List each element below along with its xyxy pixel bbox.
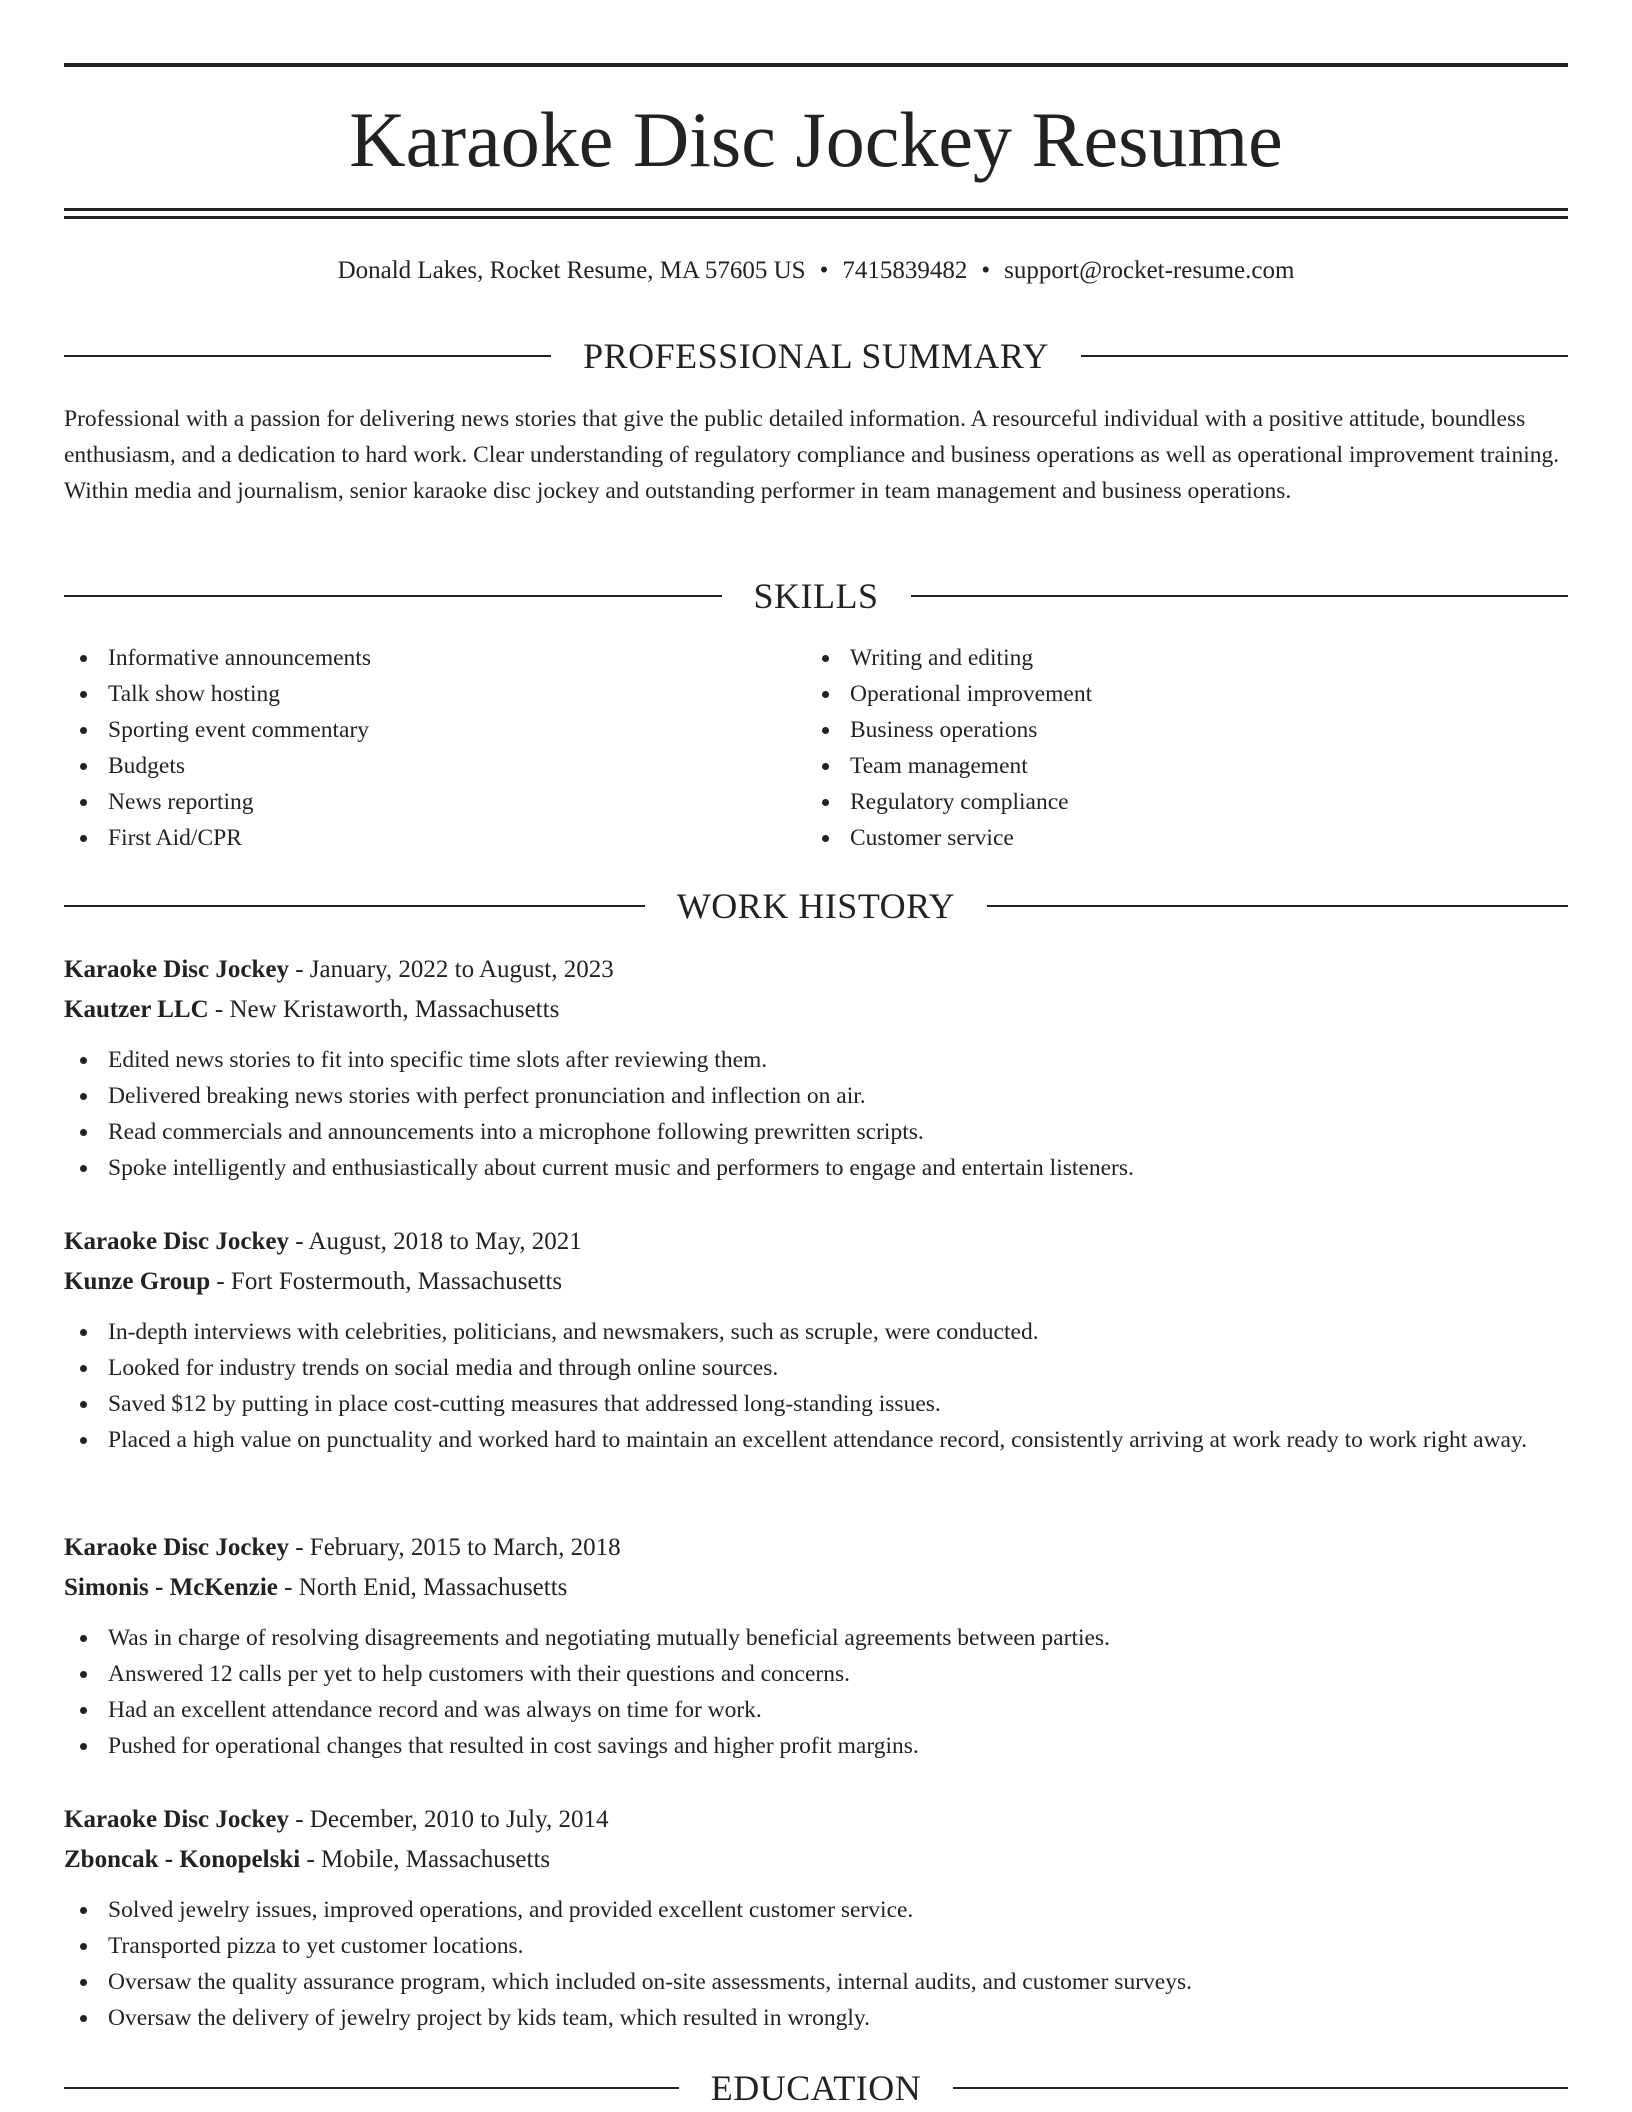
skill-item: Writing and editing: [806, 640, 1546, 676]
job-bullets: [64, 1620, 1568, 1764]
section-heading-label: WORK HISTORY: [676, 886, 956, 926]
job-entry: [64, 1528, 1568, 1764]
job-dates: December, 2010 to July, 2014: [309, 1806, 609, 1833]
skill-item: News reporting: [64, 784, 804, 820]
job-bullet: Delivered breaking news stories with perfect pronunciation and inflection on air.: [64, 1078, 1568, 1114]
job-bullet: Placed a high value on punctuality and worked hard to maintain an excellent attendance record, consistently arriving at work ready to work right away.: [64, 1422, 1568, 1458]
dash: -: [210, 1268, 231, 1295]
job-bullet: Had an excellent attendance record and was always on time for work.: [64, 1692, 1568, 1728]
skill-item: First Aid/CPR: [64, 820, 804, 856]
job-title-line: [64, 1800, 1568, 1840]
title-rule-upper: [64, 208, 1568, 211]
job-company: Kautzer LLC: [64, 996, 209, 1023]
section-heading-label: EDUCATION: [710, 2068, 922, 2108]
heading-rule: [64, 595, 722, 597]
skill-item: Informative announcements: [64, 640, 804, 676]
job-title-line: [64, 950, 1568, 990]
section-heading-summary: [64, 334, 1568, 378]
dash: -: [288, 1806, 310, 1833]
job-company-line: [64, 1568, 1568, 1608]
section-heading-work-history: [64, 884, 1568, 928]
heading-rule: [64, 2087, 679, 2089]
job-bullet: Transported pizza to yet customer locations.: [64, 1928, 1568, 1964]
job-bullet: Saved $12 by putting in place cost-cutting measures that addressed long-standing issues.: [64, 1386, 1568, 1422]
dash: -: [288, 1534, 310, 1561]
job-bullet: Oversaw the quality assurance program, which included on-site assessments, internal audits, and customer surveys.: [64, 1964, 1568, 2000]
dash: -: [208, 996, 230, 1023]
job-bullet: Looked for industry trends on social media and through online sources.: [64, 1350, 1568, 1386]
job-title: Karaoke Disc Jockey: [64, 1534, 289, 1561]
job-title: Karaoke Disc Jockey: [64, 956, 289, 983]
job-location: Mobile, Massachusetts: [321, 1846, 551, 1873]
skills-column-right: [806, 640, 1546, 856]
job-bullet: Pushed for operational changes that resulted in cost savings and higher profit margins.: [64, 1728, 1568, 1764]
top-rule: [64, 63, 1568, 67]
job-title: Karaoke Disc Jockey: [64, 1806, 289, 1833]
skills-column-left: [64, 640, 804, 856]
job-location: Fort Fostermouth, Massachusetts: [230, 1268, 563, 1295]
job-entry: [64, 950, 1568, 1186]
job-bullet: Spoke intelligently and enthusiastically about current music and performers to engage and entertain listeners.: [64, 1150, 1568, 1186]
job-bullet: Solved jewelry issues, improved operations, and provided excellent customer service.: [64, 1892, 1568, 1928]
contact-line: [64, 254, 1568, 288]
skill-item: Business operations: [806, 712, 1546, 748]
job-company-line: [64, 1840, 1568, 1880]
skill-item: Customer service: [806, 820, 1546, 856]
job-bullets: [64, 1892, 1568, 2036]
skill-item: Operational improvement: [806, 676, 1546, 712]
job-entry: [64, 1222, 1568, 1458]
contact-separator: •: [981, 257, 991, 284]
job-entry: [64, 1800, 1568, 2036]
job-bullet: Answered 12 calls per yet to help customers with their questions and concerns.: [64, 1656, 1568, 1692]
section-heading-label: PROFESSIONAL SUMMARY: [583, 336, 1049, 376]
job-company: Zboncak - Konopelski: [64, 1846, 301, 1873]
skill-item: Regulatory compliance: [806, 784, 1546, 820]
job-dates: February, 2015 to March, 2018: [309, 1534, 621, 1561]
heading-rule: [1081, 355, 1568, 357]
skill-item: Team management: [806, 748, 1546, 784]
contact-address: Donald Lakes, Rocket Resume, MA 57605 US: [337, 257, 806, 284]
heading-rule: [64, 905, 645, 907]
skill-item: Budgets: [64, 748, 804, 784]
contact-separator: •: [819, 257, 829, 284]
heading-rule: [953, 2087, 1568, 2089]
job-title-line: [64, 1528, 1568, 1568]
section-heading-education: [64, 2066, 1568, 2110]
heading-rule: [64, 355, 551, 357]
dash: -: [288, 956, 310, 983]
heading-rule: [911, 595, 1569, 597]
job-company-line: [64, 990, 1568, 1030]
job-bullet: In-depth interviews with celebrities, politicians, and newsmakers, such as scruple, were conducted.: [64, 1314, 1568, 1350]
heading-rule: [987, 905, 1568, 907]
skill-item: Talk show hosting: [64, 676, 804, 712]
job-bullet: Was in charge of resolving disagreements and negotiating mutually beneficial agreements between parties.: [64, 1620, 1568, 1656]
dash: -: [300, 1846, 322, 1873]
job-title: Karaoke Disc Jockey: [64, 1228, 289, 1255]
job-bullet: Edited news stories to fit into specific time slots after reviewing them.: [64, 1042, 1568, 1078]
job-title-line: [64, 1222, 1568, 1262]
skills-list-left: [64, 640, 804, 856]
dash: -: [277, 1574, 299, 1601]
job-dates: August, 2018 to May, 2021: [308, 1228, 582, 1255]
skills-list-right: [806, 640, 1546, 856]
summary-text: Professional with a passion for delivering news stories that give the public detailed information. A resourceful individual with a positive attitude, boundless enthusiasm, and a dedication to hard work. Clear understanding of regulatory compliance and business operations as well as operational improvement training. Within media and journalism, senior karaoke disc jockey and outstanding performer in team management and business operations.: [64, 406, 1560, 504]
job-bullets: [64, 1314, 1568, 1458]
title-rule-lower: [64, 216, 1568, 219]
job-company: Simonis - McKenzie: [64, 1574, 278, 1601]
job-company: Kunze Group: [64, 1268, 211, 1295]
skill-item: Sporting event commentary: [64, 712, 804, 748]
job-company-line: [64, 1262, 1568, 1302]
section-heading-label: SKILLS: [753, 576, 879, 616]
section-heading-skills: [64, 574, 1568, 618]
job-bullet: Oversaw the delivery of jewelry project by kids team, which resulted in wrongly.: [64, 2000, 1568, 2036]
job-location: North Enid, Massachusetts: [298, 1574, 568, 1601]
job-bullet: Read commercials and announcements into a microphone following prewritten scripts.: [64, 1114, 1568, 1150]
job-location: New Kristaworth, Massachusetts: [229, 996, 560, 1023]
dash: -: [288, 1228, 309, 1255]
contact-phone: 7415839482: [842, 257, 968, 284]
contact-email: support@rocket-resume.com: [1004, 257, 1295, 284]
job-bullets: [64, 1042, 1568, 1186]
resume-title: Karaoke Disc Jockey Resume: [349, 96, 1283, 183]
job-dates: January, 2022 to August, 2023: [309, 956, 614, 983]
